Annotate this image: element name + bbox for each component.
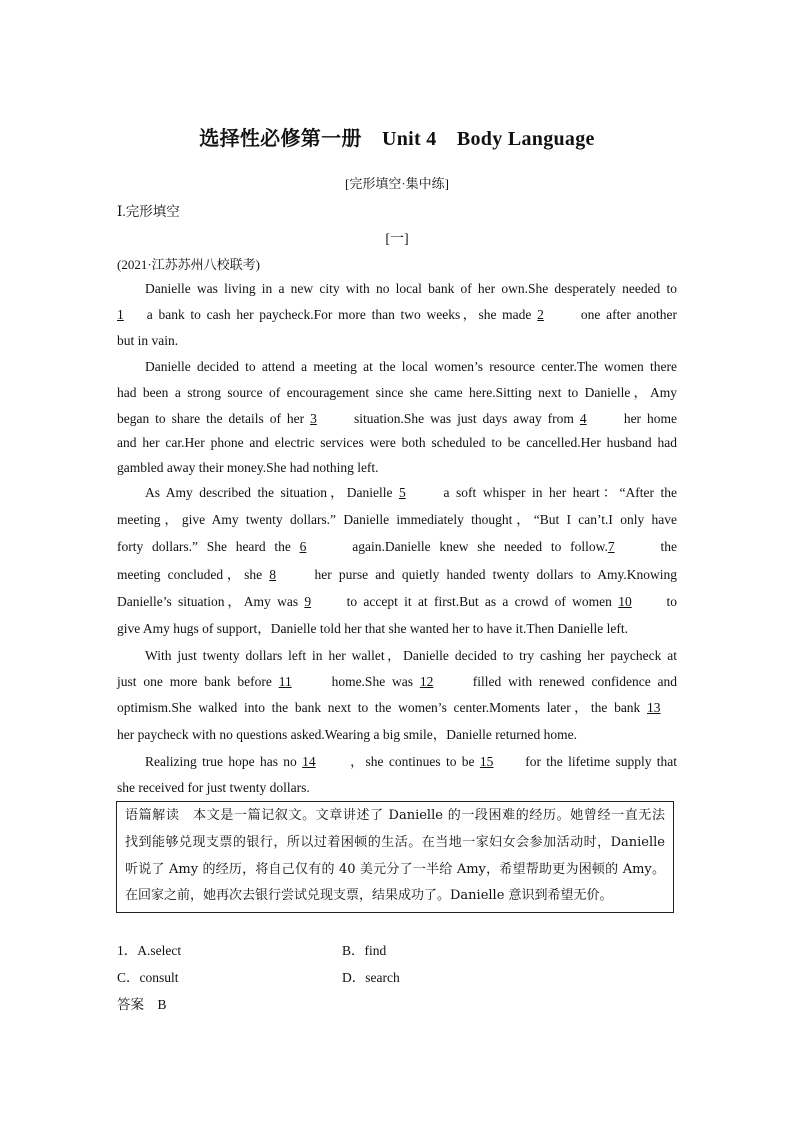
part-marker: [一] [385,232,409,247]
passage-line: As Amy described the situation，Danielle 5 a soft whisper in her heart：“After the [117,483,677,503]
blank-1: 1 [117,307,124,322]
answer-line: 答案 B [117,997,167,1012]
source-note: (2021·江苏苏州八校联考) [117,257,260,272]
blank-8: 8 [269,567,277,582]
summary-line: 在回家之前，她再次去银行尝试兑现支票，结果成功了。Danielle 意识到希望无价。 [125,888,613,903]
section-heading: Ⅰ.完形填空 [117,204,180,219]
passage-line: Realizing true hope has no 14 ，she continues to be 15 for the lifetime supply that [117,752,677,772]
blank-7: 7 [607,539,615,554]
blank-3: 3 [310,411,317,426]
blank-4: 4 [579,411,587,426]
passage-line: she received for just twenty dollars. [117,780,310,795]
passage-line: had been a strong source of encouragement since she came here.Sitting next to Danielle，Amy [117,385,677,400]
blank-6: 6 [299,539,307,554]
passage-line: meeting concluded，she 8 her purse and quietly handed twenty dollars to Amy.Knowing [117,565,677,585]
blank-12: 12 [419,674,434,689]
blank-11: 11 [278,674,292,689]
passage-line: optimism.She walked into the bank next to the women’s center.Moments later，the bank 13 [117,698,677,718]
passage-line: and her car.Her phone and electric services were both scheduled to be cancelled.Her husband had [117,435,677,450]
blank-10: 10 [618,594,632,609]
summary-box [116,801,674,913]
summary-line: 找到能够兑现支票的银行，所以过着困顿的生活。在当地一家妇女会参加活动时，Danielle [125,835,665,850]
passage-line: meeting，give Amy twenty dollars.” Danielle immediately thought，“But I can’t.I only have [117,512,677,527]
passage-line: just one more bank before 11 home.She was 12 filled with renewed confidence and [117,672,677,692]
passage-line: but in vain. [117,333,179,348]
passage-line: began to share the details of her 3 situation.She was just days away from 4 her home [117,409,677,429]
passage-line: Danielle decided to attend a meeting at the local women’s resource center.The women there [145,359,677,374]
passage-line: Danielle’s situation，Amy was 9 to accept it at first.But as a crowd of women 10 to [117,592,677,612]
blank-13: 13 [647,700,661,715]
passage-line: Danielle was living in a new city with no local bank of her own.She desperately needed to [145,281,677,296]
summary-line: 听说了 Amy 的经历，将自己仅有的 40 美元分了一半给 Amy，希望帮助更为困顿的 Amy。 [125,862,665,877]
passage-line: gambled away their money.She had nothing left. [117,460,379,475]
page-title: 选择性必修第一册 Unit 4 Body Language [199,128,595,150]
exercise-subtitle: [完形填空·集中练] [345,176,449,191]
passage-line: give Amy hugs of support，Danielle told her that she wanted her to have it.Then Danielle left. [117,621,628,636]
blank-5: 5 [399,485,406,500]
blank-15: 15 [479,754,494,769]
blank-2: 2 [537,307,544,322]
option-c: C．consult [117,970,179,985]
option-d: D．search [342,970,400,985]
passage-line: her paycheck with no questions asked.Wearing a big smile，Danielle returned home. [117,727,578,742]
passage-line: With just twenty dollars left in her wallet，Danielle decided to try cashing her paycheck at [145,648,677,663]
passage-line: 1 a bank to cash her paycheck.For more than two weeks，she made 2 one after another [117,305,677,325]
option-b: B．find [342,943,387,958]
blank-9: 9 [304,594,312,609]
blank-14: 14 [302,754,316,769]
summary-line: 语篇解读 本文是一篇记叙文。文章讲述了 Danielle 的一段困难的经历。她曾经一直无法 [125,808,665,823]
passage-line: forty dollars.” She heard the 6 again.Danielle knew she needed to follow.7 the [117,537,677,557]
option-a: 1．A.select [117,943,182,958]
